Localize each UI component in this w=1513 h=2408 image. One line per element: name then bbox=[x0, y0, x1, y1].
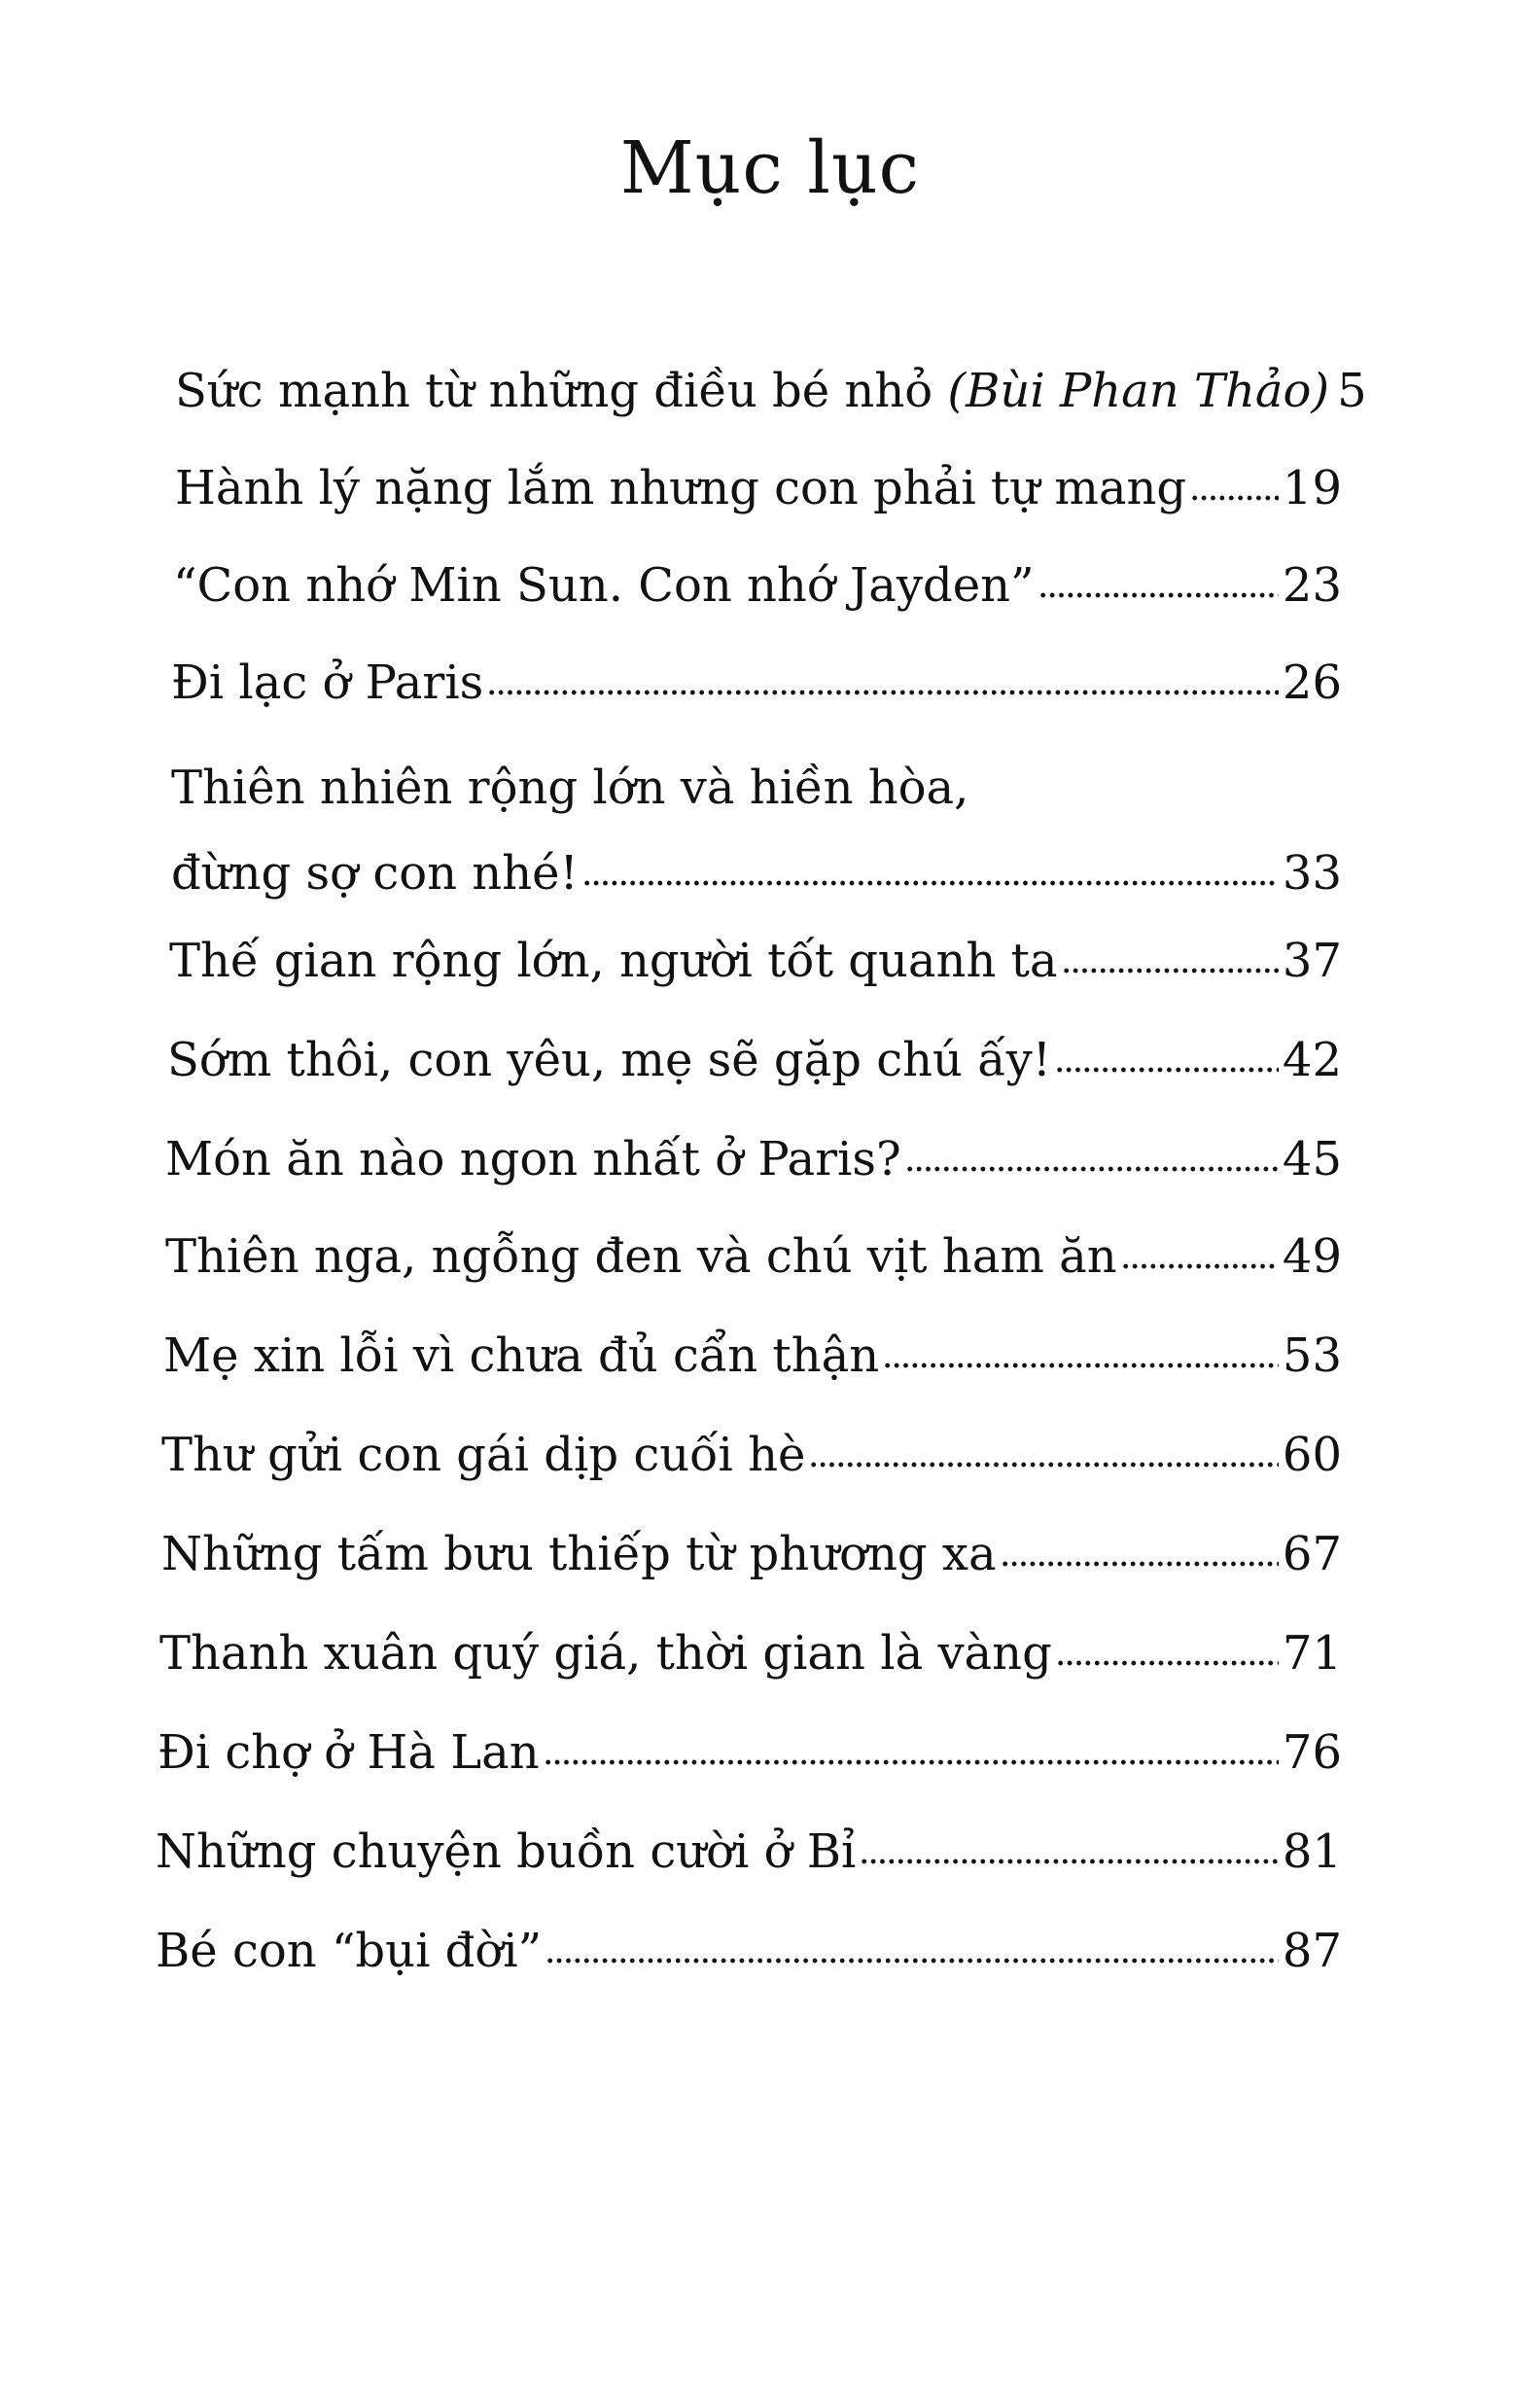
toc-entry[interactable] bbox=[171, 654, 1342, 712]
toc-entry-page: 37 bbox=[1282, 934, 1342, 988]
toc-entry[interactable] bbox=[173, 556, 1342, 615]
dot-leader bbox=[545, 1955, 1279, 1966]
toc-entry-page: 49 bbox=[1282, 1229, 1342, 1284]
toc-entry[interactable] bbox=[159, 1624, 1342, 1682]
toc-entry[interactable] bbox=[169, 932, 1342, 990]
toc-entry-page: 81 bbox=[1282, 1824, 1342, 1879]
toc-entry-page: 33 bbox=[1282, 846, 1342, 901]
toc-entry[interactable] bbox=[156, 1922, 1342, 1980]
toc-entry-title: Thiên nga, ngỗng đen và chú vịt ham ăn bbox=[165, 1229, 1117, 1284]
toc-entry-title: Những tấm bưu thiếp từ phương xa bbox=[161, 1527, 997, 1581]
page-title: Mục lục bbox=[619, 126, 921, 210]
toc-entry-title: Những chuyện buồn cười ở Bỉ bbox=[156, 1824, 857, 1879]
toc-entry-page: 45 bbox=[1282, 1132, 1342, 1186]
toc-entry-title: Thế gian rộng lớn, người tốt quanh ta bbox=[169, 934, 1058, 988]
toc-entry[interactable] bbox=[167, 1031, 1342, 1089]
toc-entry-title: Mẹ xin lỗi vì chưa đủ cẩn thận bbox=[163, 1328, 880, 1383]
toc-entry[interactable] bbox=[158, 1723, 1342, 1782]
toc-entry[interactable] bbox=[175, 459, 1342, 517]
dot-leader bbox=[544, 1756, 1279, 1768]
dot-leader bbox=[1121, 1260, 1279, 1272]
toc-entry-title-line1: Thiên nhiên rộng lớn và hiền hòa, bbox=[171, 761, 969, 815]
dot-leader bbox=[1001, 1558, 1279, 1570]
toc-entry[interactable] bbox=[165, 1130, 1342, 1188]
toc-entry[interactable] bbox=[156, 1823, 1342, 1881]
toc-entry[interactable] bbox=[175, 362, 1367, 420]
dot-leader bbox=[487, 687, 1279, 698]
dot-leader bbox=[860, 1856, 1279, 1867]
toc-entry-title: “Con nhớ Min Sun. Con nhớ Jayden” bbox=[173, 558, 1035, 613]
toc-entry-title-line2: đừng sợ con nhé! bbox=[171, 846, 579, 901]
dot-leader bbox=[582, 877, 1279, 889]
toc-entry-page: 87 bbox=[1282, 1924, 1342, 1978]
dot-leader bbox=[1062, 965, 1279, 976]
toc-entry-title: Đi chợ ở Hà Lan bbox=[158, 1725, 540, 1780]
toc-entry-title: Món ăn nào ngon nhất ở Paris? bbox=[165, 1132, 901, 1186]
toc-entry-title: Đi lạc ở Paris bbox=[171, 655, 484, 710]
toc-entry-page: 71 bbox=[1282, 1626, 1342, 1681]
dot-leader bbox=[1056, 1657, 1279, 1669]
toc-entry-page: 67 bbox=[1282, 1527, 1342, 1581]
toc-entry-title: Thanh xuân quý giá, thời gian là vàng bbox=[159, 1626, 1052, 1681]
toc-entry-page: 60 bbox=[1282, 1428, 1342, 1482]
toc-entry[interactable] bbox=[165, 1227, 1342, 1286]
dot-leader bbox=[905, 1163, 1279, 1175]
toc-entry-title: Sức mạnh từ những điều bé nhỏ (Bùi Phan Thảo) bbox=[175, 364, 1330, 418]
toc-entry-page: 53 bbox=[1282, 1328, 1342, 1383]
toc-entry[interactable] bbox=[161, 1525, 1342, 1583]
toc-entry[interactable] bbox=[163, 1327, 1342, 1385]
toc-entry-page: 42 bbox=[1282, 1033, 1342, 1087]
toc-entry-title: Hành lý nặng lắm nhưng con phải tự mang bbox=[175, 461, 1187, 515]
dot-leader bbox=[1190, 492, 1279, 504]
toc-entry-page: 5 bbox=[1337, 364, 1367, 418]
toc-entry[interactable] bbox=[161, 1426, 1342, 1484]
toc-entry-author: (Bùi Phan Thảo) bbox=[947, 364, 1330, 418]
dot-leader bbox=[1055, 1064, 1279, 1076]
toc-entry[interactable] bbox=[171, 759, 1342, 903]
dot-leader bbox=[1038, 589, 1279, 601]
toc-entry-title: Bé con “bụi đời” bbox=[156, 1924, 543, 1978]
toc-entry-page: 23 bbox=[1282, 558, 1342, 613]
dot-leader bbox=[883, 1360, 1279, 1371]
toc-entry-title: Thư gửi con gái dịp cuối hè bbox=[161, 1428, 806, 1482]
toc-entry-page: 19 bbox=[1282, 461, 1342, 515]
toc-entry-title: Sớm thôi, con yêu, mẹ sẽ gặp chú ấy! bbox=[167, 1033, 1052, 1087]
toc-entry-page: 26 bbox=[1282, 655, 1342, 710]
toc-entry-page: 76 bbox=[1282, 1725, 1342, 1780]
dot-leader bbox=[809, 1459, 1279, 1470]
